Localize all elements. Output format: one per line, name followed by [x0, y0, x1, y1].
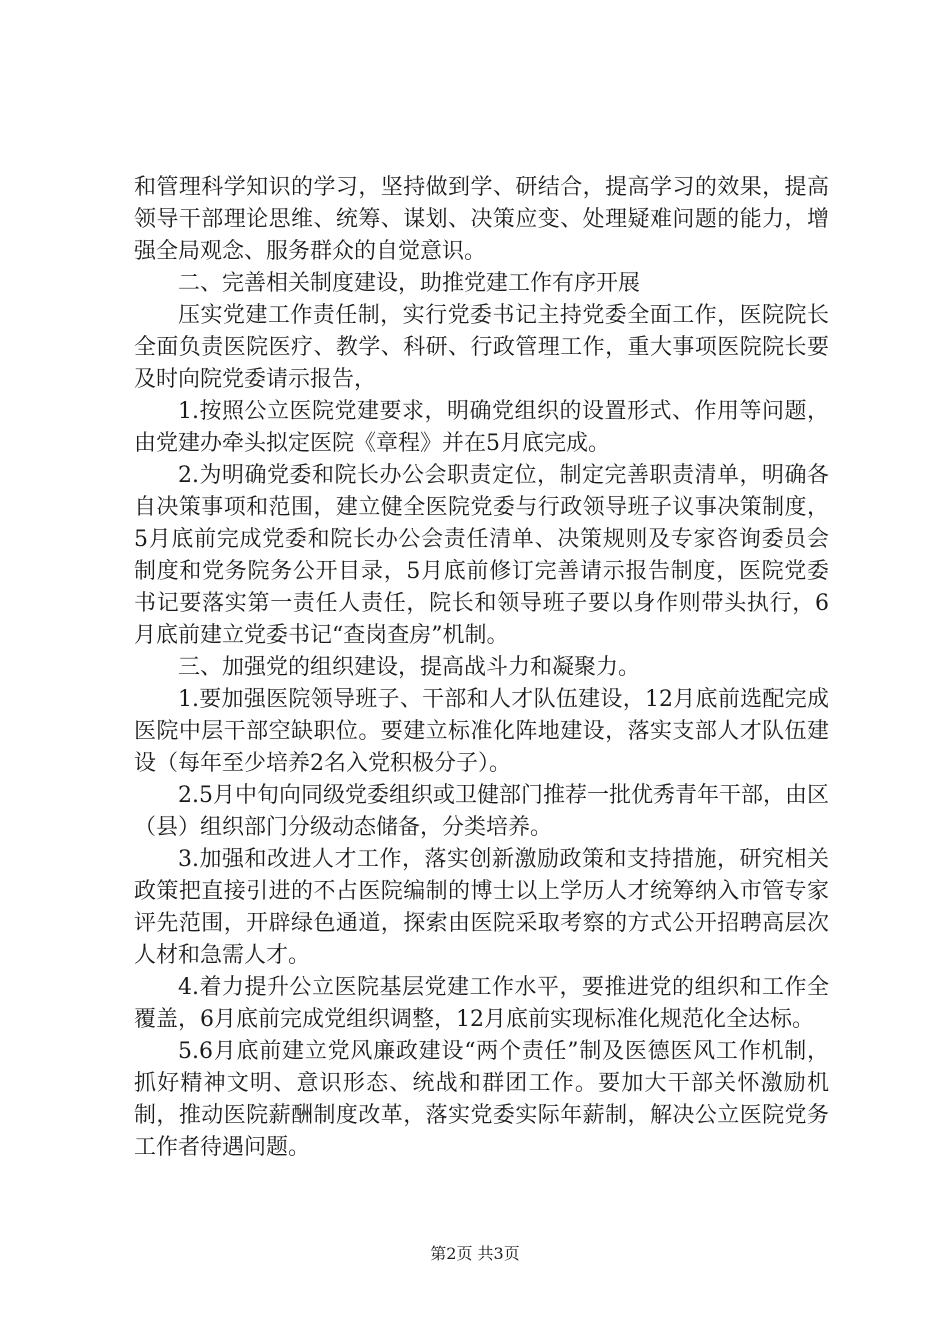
list-item: 3.加强和改进人才工作，落实创新激励政策和支持措施，研究相关政策把直接引进的不占医院编制的博士以上学历人才统筹纳入市管专家评先范围，开辟绿色通道，探索由医院采取考察的方式公开招聘高层次人材和急需人才。: [134, 847, 829, 968]
section-heading: 二、完善相关制度建设，助推党建工作有序开展: [178, 271, 641, 296]
list-item: 1.要加强医院领导班子、干部和人才队伍建设，12月底前选配完成医院中层干部空缺职位。要建立标准化阵地建设，落实支部人才队伍建设（每年至少培养2名入党积极分子）。: [134, 687, 829, 776]
section-heading: 三、加强党的组织建设，提高战斗力和凝聚力。: [178, 655, 641, 680]
document-body: [134, 172, 829, 1164]
paragraph: 压实党建工作责任制，实行党委书记主持党委全面工作，医院院长全面负责医院医疗、教学、科研、行政管理工作，重大事项医院院长要及时向院党委请示报告，: [134, 303, 829, 392]
list-item: 1.按照公立医院党建要求，明确党组织的设置形式、作用等问题，由党建办牵头拟定医院《章程》并在5月底完成。: [134, 399, 829, 456]
list-item: 2.为明确党委和院长办公会职责定位，制定完善职责清单，明确各自决策事项和范围，建立健全医院党委与行政领导班子议事决策制度，5月底前完成党委和院长办公会责任清单、决策规则及专家咨询委员会制度和党务院务公开目录，5月底前修订完善请示报告制度，医院党委书记要落实第一责任人责任，院长和领导班子要以身作则带头执行，6月底前建立党委书记“查岗查房”机制。: [134, 463, 829, 648]
list-item: 5.6月底前建立党风廉政建设“两个责任”制及医德医风工作机制，抓好精神文明、意识形态、统战和群团工作。要加大干部关怀激励机制，推动医院薪酬制度改革，落实党委实际年薪制，解决公立医院党务工作者待遇问题。: [134, 1039, 829, 1160]
list-item: 2.5月中旬向同级党委组织或卫健部门推荐一批优秀青年干部，由区（县）组织部门分级动态储备，分类培养。: [134, 783, 829, 840]
paragraph: 和管理科学知识的学习，坚持做到学、研结合，提高学习的效果，提高领导干部理论思维、统筹、谋划、决策应变、处理疑难问题的能力，增强全局观念、服务群众的自觉意识。: [134, 175, 829, 264]
list-item: 4.着力提升公立医院基层党建工作水平，要推进党的组织和工作全覆盖，6月底前完成党组织调整，12月底前实现标准化规范化全达标。: [134, 975, 829, 1032]
page-number-footer: 第2页 共3页: [430, 1244, 520, 1263]
